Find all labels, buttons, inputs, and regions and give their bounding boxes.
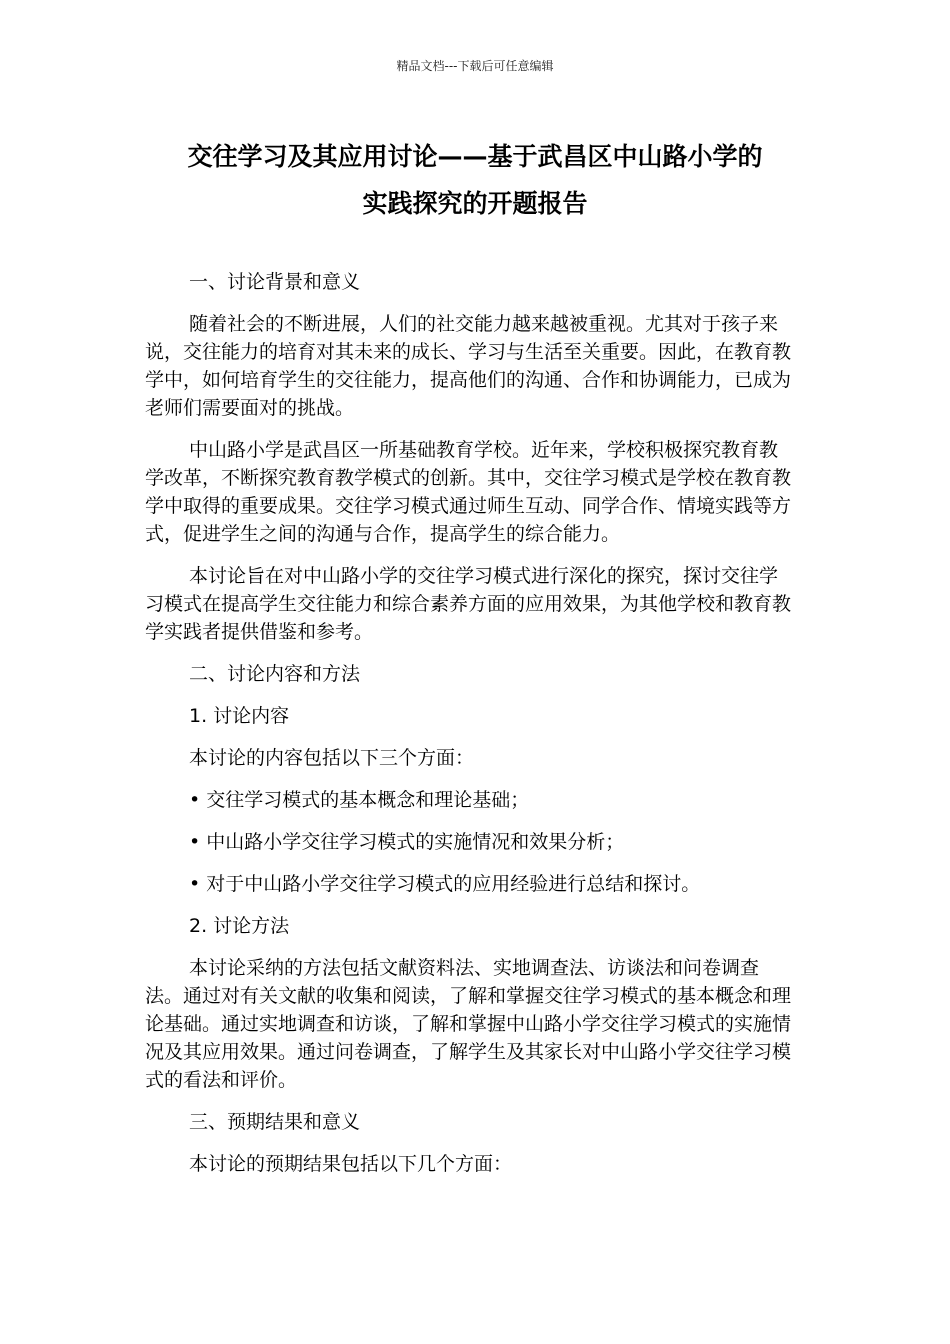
paragraph-background-2: 中山路小学是武昌区一所基础教育学校。近年来，学校积极探究教育教学改革，不断探究教育教学模式的创新。其中，交往学习模式是学校在教育教学中取得的重要成果。交往学习模式通过师生互动、同学合作、情境实践等方式，促进学生之间的沟通与合作，提高学生的综合能力。	[145, 439, 792, 545]
paragraph-background-1: 随着社会的不断进展，人们的社交能力越来越被重视。尤其对于孩子来说，交往能力的培育对其未来的成长、学习与生活至关重要。因此，在教育教学中，如何培育学生的交往能力，提高他们的沟通、合作和协调能力，已成为老师们需要面对的挑战。	[145, 313, 792, 419]
document-title	[120, 133, 830, 227]
paragraph-background-3: 本讨论旨在对中山路小学的交往学习模式进行深化的探究，探讨交往学习模式在提高学生交往能力和综合素养方面的应用效果，为其他学校和教育教学实践者提供借鉴和参考。	[145, 565, 792, 643]
document-title-line-1: 交往学习及其应用讨论——基于武昌区中山路小学的	[187, 142, 763, 171]
subheading-method: 2. 讨论方法	[189, 915, 290, 937]
section-heading-background: 一、讨论背景和意义	[189, 271, 361, 293]
document-body	[145, 268, 795, 1192]
paragraph-expected-intro: 本讨论的预期结果包括以下几个方面：	[189, 1153, 513, 1175]
list-item: • 交往学习模式的基本概念和理论基础；	[189, 789, 530, 811]
paragraph-method: 本讨论采纳的方法包括文献资料法、实地调查法、访谈法和问卷调查法。通过对有关文献的收集和阅读，了解和掌握交往学习模式的基本概念和理论基础。通过实地调查和访谈，了解和掌握中山路小学交往学习模式的实施情况及其应用效果。通过问卷调查，了解学生及其家长对中山路小学交往学习模式的看法和评价。	[145, 957, 792, 1091]
document-title-line-2: 实践探究的开题报告	[362, 189, 588, 218]
subheading-content: 1. 讨论内容	[189, 705, 290, 727]
list-item: • 中山路小学交往学习模式的实施情况和效果分析；	[189, 831, 625, 853]
header-note: 精品文档---下载后可任意编辑	[396, 59, 554, 73]
list-item: • 对于中山路小学交往学习模式的应用经验进行总结和探讨。	[189, 873, 701, 895]
section-heading-expected-results: 三、预期结果和意义	[189, 1111, 361, 1133]
section-heading-content-method: 二、讨论内容和方法	[189, 663, 361, 685]
paragraph-content-intro: 本讨论的内容包括以下三个方面：	[189, 747, 475, 769]
